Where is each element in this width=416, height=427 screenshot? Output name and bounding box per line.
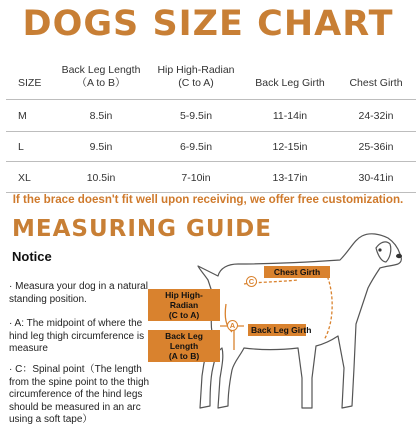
notice-heading: Notice (12, 249, 52, 264)
dog-measuring-diagram (140, 228, 416, 416)
label-hip-high-radian: Hip High-Radian (C to A) (148, 289, 220, 321)
notice-bullet-point-a: · A: The midpoint of where the hind leg thigh circumference is measure (9, 318, 145, 354)
label-back-leg-length: Back Leg Length (A to B) (148, 330, 220, 362)
point-a-marker: A (227, 320, 238, 331)
header-back-leg-length: Back Leg Length （A to B） (61, 64, 141, 89)
cell-back-leg-length: 8.5in (89, 110, 113, 122)
cell-back-leg-girth: 12-15in (272, 141, 308, 153)
measuring-guide-title: MEASURING GUIDE (12, 216, 272, 242)
notice-bullet-point-c: · C：Spinal point（The length from the spine point to the thigh circumference of the hind legs should be measured in an arc using a soft tape） (9, 364, 150, 425)
cell-chest-girth: 25-36in (358, 141, 394, 153)
cell-size: M (18, 110, 27, 122)
cell-chest-girth: 24-32in (358, 110, 394, 122)
point-c-marker: C (246, 276, 257, 287)
label-back-leg-girth: Back Leg Girth (248, 324, 306, 336)
cell-back-leg-girth: 11-14in (272, 110, 308, 122)
page-title: DOGS SIZE CHART (22, 4, 394, 44)
cell-chest-girth: 30-41in (358, 172, 394, 184)
dog-nose (396, 254, 402, 258)
notice-bullet-standing: · Measura your dog in a natural standing position. (9, 281, 148, 305)
cell-hip-high-radian: 6-9.5in (179, 141, 213, 153)
cell-size: XL (18, 172, 31, 184)
table-divider (6, 161, 416, 162)
cell-hip-high-radian: 7-10in (181, 172, 211, 184)
header-chest-girth: Chest Girth (349, 77, 403, 89)
table-divider (6, 131, 416, 132)
header-hip-high-radian: Hip High-Radian (C to A) (157, 64, 235, 89)
table-header-row (0, 64, 416, 104)
header-size: SIZE (18, 77, 42, 89)
cell-back-leg-girth: 13-17in (272, 172, 308, 184)
cell-hip-high-radian: 5-9.5in (179, 110, 213, 122)
cell-back-leg-length: 10.5in (86, 172, 116, 184)
header-back-leg-girth: Back Leg Girth (255, 77, 325, 89)
dog-eye (378, 248, 381, 251)
customization-notice: If the brace doesn't fit well upon receiving, we offer free customization. (12, 193, 404, 206)
label-chest-girth: Chest Girth (264, 266, 330, 278)
cell-back-leg-length: 9.5in (89, 141, 113, 153)
table-divider (6, 99, 416, 100)
cell-size: L (18, 141, 24, 153)
